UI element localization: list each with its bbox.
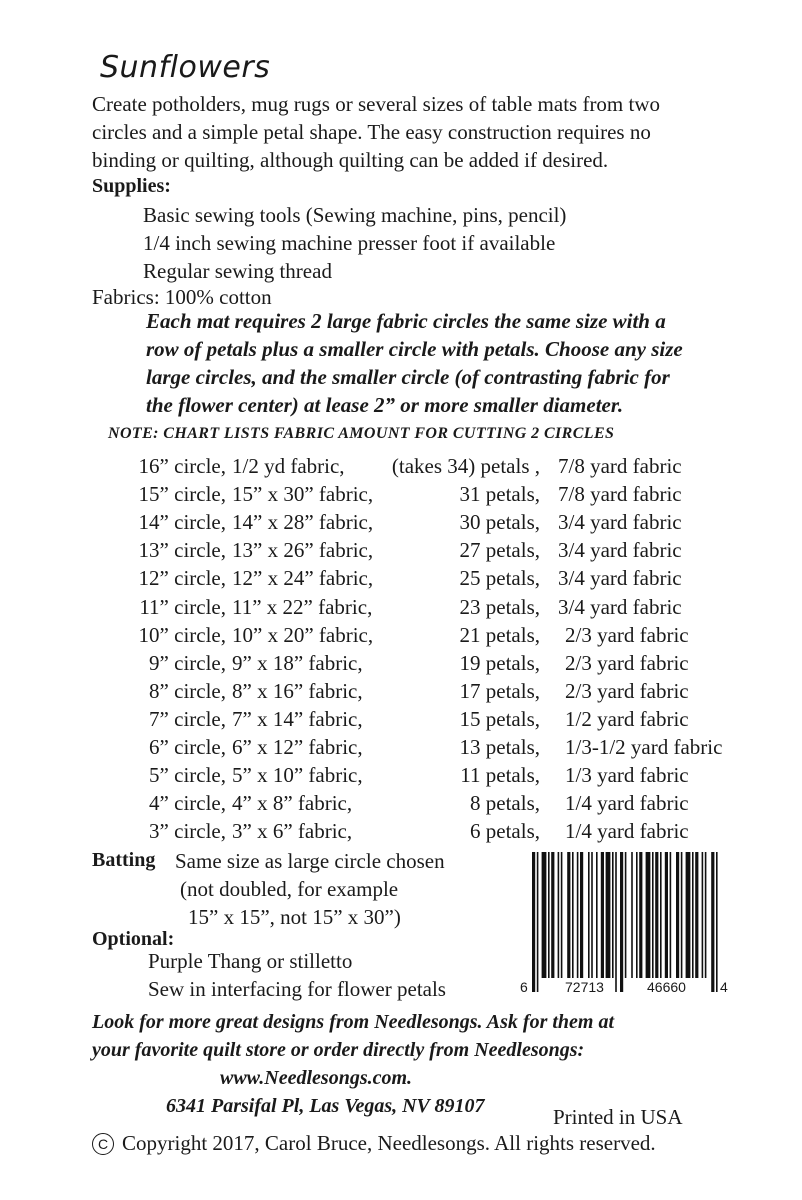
- chart-petal-count: 13 petals,: [459, 735, 540, 759]
- chart-petal-count: 21 petals,: [459, 622, 540, 647]
- barcode-bars-graphic: [520, 852, 730, 998]
- chart-petal-count: 23 petals,: [459, 594, 540, 619]
- chart-fabric-size: 12” x 24” fabric,: [232, 566, 374, 591]
- intro-line-3: binding or quilting, although quilting can be added if desired.: [92, 148, 609, 172]
- chart-petal-count: 15 petals,: [459, 706, 540, 731]
- barcode-bar: [532, 852, 535, 992]
- barcode-bar: [660, 852, 662, 978]
- fabrics-value: 100% cotton: [164, 285, 272, 309]
- chart-yardage: 1/3 yard fabric: [565, 763, 689, 788]
- barcode-digit-first: 6: [520, 979, 528, 995]
- chart-yardage: 2/3 yard fabric: [565, 650, 689, 675]
- batting-line: Same size as large circle chosen: [175, 849, 445, 873]
- barcode-bar: [567, 852, 570, 978]
- chart-petal-count: 19 petals,: [459, 650, 540, 675]
- chart-petal-count: 27 petals,: [459, 538, 540, 563]
- barcode-bar: [692, 852, 694, 978]
- copyright-symbol: C: [92, 1133, 114, 1155]
- chart-fabric-size: 7” x 14” fabric,: [232, 706, 363, 731]
- chart-petal-count: (takes 34) petals ,: [391, 454, 540, 478]
- chart-circle-size: 6” circle,: [149, 735, 226, 759]
- barcode-bar: [676, 852, 679, 978]
- chart-row: [0, 707, 802, 735]
- chart-note: NOTE: CHART LISTS FABRIC AMOUNT FOR CUTTING 2 CIRCLES: [108, 425, 615, 442]
- chart-fabric-size: 11” x 22” fabric,: [232, 594, 373, 619]
- pattern-title: Sunflowers: [100, 50, 271, 85]
- chart-fabric-size: 15” x 30” fabric,: [232, 482, 374, 507]
- chart-circle-size: 5” circle,: [149, 763, 226, 788]
- chart-row: [0, 819, 802, 847]
- chart-circle-size: 9” circle,: [149, 650, 226, 675]
- barcode-bar: [551, 852, 554, 978]
- upc-barcode: [520, 852, 730, 1003]
- chart-fabric-size: 9” x 18” fabric,: [232, 650, 363, 675]
- chart-circle-size: 11” circle,: [139, 594, 226, 619]
- barcode-bar: [615, 852, 617, 992]
- chart-row: [0, 763, 802, 791]
- chart-row: [0, 735, 802, 763]
- chart-fabric-size: 3” x 6” fabric,: [232, 819, 353, 844]
- barcode-bar: [655, 852, 658, 978]
- chart-yardage: 7/8 yard fabric: [558, 482, 682, 507]
- batting-heading: Batting: [92, 849, 156, 871]
- chart-row: [0, 791, 802, 819]
- chart-yardage: 3/4 yard fabric: [558, 566, 682, 591]
- chart-yardage: 2/3 yard fabric: [565, 622, 689, 647]
- supply-item: 1/4 inch sewing machine presser foot if available: [143, 231, 556, 255]
- copyright-line: [92, 1131, 656, 1156]
- chart-fabric-size: 13” x 26” fabric,: [232, 538, 374, 563]
- chart-yardage: 1/2 yard fabric: [565, 706, 689, 731]
- chart-row: [0, 595, 802, 623]
- barcode-bar: [591, 852, 593, 978]
- chart-petal-count: 31 petals,: [459, 482, 540, 507]
- chart-circle-size: 13” circle,: [138, 538, 226, 563]
- chart-fabric-size: 4” x 8” fabric,: [232, 791, 353, 816]
- chart-petal-count: 11 petals,: [460, 763, 540, 788]
- intro-line-2: circles and a simple petal shape. The easy construction requires no: [92, 120, 651, 144]
- footer-line: Look for more great designs from Needlesongs. Ask for them at: [92, 1011, 615, 1033]
- barcode-bar: [596, 852, 598, 978]
- chart-petal-count: 25 petals,: [459, 566, 540, 591]
- barcode-bar: [686, 852, 691, 978]
- batting-line: 15” x 15”, not 15” x 30”): [188, 905, 401, 929]
- chart-fabric-size: 5” x 10” fabric,: [232, 763, 363, 788]
- barcode-bar: [695, 852, 698, 978]
- fabric-instruction: the flower center) at lease 2” or more smaller diameter.: [146, 393, 624, 417]
- fabrics-line: [92, 285, 272, 310]
- chart-circle-size: 8” circle,: [149, 678, 226, 703]
- barcode-bar: [665, 852, 668, 978]
- optional-item: Sew in interfacing for flower petals: [148, 977, 446, 1001]
- chart-circle-size: 14” circle,: [138, 510, 226, 535]
- chart-row: [0, 482, 802, 510]
- barcode-bar: [670, 852, 672, 978]
- barcode-bar: [620, 852, 623, 992]
- printed-in: Printed in USA: [553, 1105, 683, 1129]
- fabric-instruction: large circles, and the smaller circle (of contrasting fabric for: [146, 365, 670, 389]
- supplies-heading: Supplies:: [92, 175, 171, 197]
- supply-item: Basic sewing tools (Sewing machine, pins, pencil): [143, 203, 567, 227]
- barcode-bar: [652, 852, 654, 978]
- supply-item: Regular sewing thread: [143, 259, 332, 283]
- footer-address: 6341 Parsifal Pl, Las Vegas, NV 89107: [166, 1095, 485, 1117]
- barcode-bar: [711, 852, 714, 992]
- chart-yardage: 1/4 yard fabric: [565, 819, 689, 844]
- chart-yardage: 3/4 yard fabric: [558, 538, 682, 563]
- chart-row: [0, 679, 802, 707]
- footer-line: your favorite quilt store or order directly from Needlesongs:: [92, 1039, 585, 1061]
- chart-row: [0, 623, 802, 651]
- barcode-bar: [639, 852, 642, 978]
- intro-line-1: Create potholders, mug rugs or several sizes of table mats from two: [92, 92, 661, 116]
- barcode-bar: [558, 852, 560, 978]
- barcode-bar: [625, 852, 627, 978]
- chart-fabric-size: 10” x 20” fabric,: [232, 622, 374, 647]
- chart-yardage: 1/3-1/2 yard fabric: [565, 735, 723, 759]
- barcode-bar: [612, 852, 614, 978]
- barcode-bar: [537, 852, 539, 992]
- chart-yardage: 3/4 yard fabric: [558, 510, 682, 535]
- barcode-bar: [631, 852, 633, 978]
- chart-yardage: 3/4 yard fabric: [558, 594, 682, 619]
- barcode-bar: [702, 852, 704, 978]
- fabric-instruction: Each mat requires 2 large fabric circles the same size with a: [146, 309, 666, 333]
- chart-fabric-size: 6” x 12” fabric,: [232, 735, 363, 759]
- optional-heading: Optional:: [92, 928, 175, 950]
- barcode-digits-right: 46660: [647, 979, 686, 995]
- chart-row: [0, 510, 802, 538]
- barcode-bar: [542, 852, 547, 978]
- chart-circle-size: 4” circle,: [149, 791, 226, 816]
- batting-line: (not doubled, for example: [180, 877, 399, 901]
- chart-row: [0, 454, 802, 482]
- chart-fabric-size: 8” x 16” fabric,: [232, 678, 363, 703]
- barcode-bar: [601, 852, 604, 978]
- fabrics-heading: Fabrics:: [92, 285, 160, 309]
- barcode-bar: [561, 852, 563, 978]
- barcode-bar: [577, 852, 579, 978]
- chart-row: [0, 651, 802, 679]
- barcode-bar: [646, 852, 651, 978]
- footer-website: www.Needlesongs.com.: [220, 1067, 413, 1089]
- chart-petal-count: 8 petals,: [470, 791, 540, 816]
- optional-item: Purple Thang or stilletto: [148, 949, 353, 973]
- barcode-bar: [588, 852, 590, 978]
- barcode-bar: [606, 852, 611, 978]
- chart-petal-count: 17 petals,: [459, 678, 540, 703]
- barcode-bar: [580, 852, 583, 978]
- barcode-bar: [636, 852, 638, 978]
- chart-row: [0, 566, 802, 594]
- chart-circle-size: 16” circle,: [138, 454, 226, 478]
- chart-row: [0, 538, 802, 566]
- copyright-text: Copyright 2017, Carol Bruce, Needlesongs. All rights reserved.: [122, 1131, 656, 1155]
- chart-fabric-size: 1/2 yd fabric,: [232, 454, 345, 478]
- chart-circle-size: 12” circle,: [138, 566, 226, 591]
- chart-yardage: 1/4 yard fabric: [565, 791, 689, 816]
- chart-circle-size: 15” circle,: [138, 482, 226, 507]
- barcode-bar: [681, 852, 683, 978]
- chart-circle-size: 10” circle,: [138, 622, 226, 647]
- barcode-digits-left: 72713: [565, 979, 604, 995]
- fabric-instruction: row of petals plus a smaller circle with petals. Choose any size: [146, 337, 683, 361]
- chart-yardage: 7/8 yard fabric: [558, 454, 682, 478]
- chart-yardage: 2/3 yard fabric: [565, 678, 689, 703]
- chart-fabric-size: 14” x 28” fabric,: [232, 510, 374, 535]
- barcode-digit-last: 4: [720, 979, 728, 995]
- chart-petal-count: 30 petals,: [459, 510, 540, 535]
- chart-circle-size: 7” circle,: [149, 706, 226, 731]
- barcode-bar: [548, 852, 550, 978]
- barcode-bar: [572, 852, 574, 978]
- barcode-bar: [705, 852, 707, 978]
- barcode-bar: [716, 852, 718, 992]
- chart-circle-size: 3” circle,: [149, 819, 226, 844]
- chart-petal-count: 6 petals,: [470, 819, 540, 844]
